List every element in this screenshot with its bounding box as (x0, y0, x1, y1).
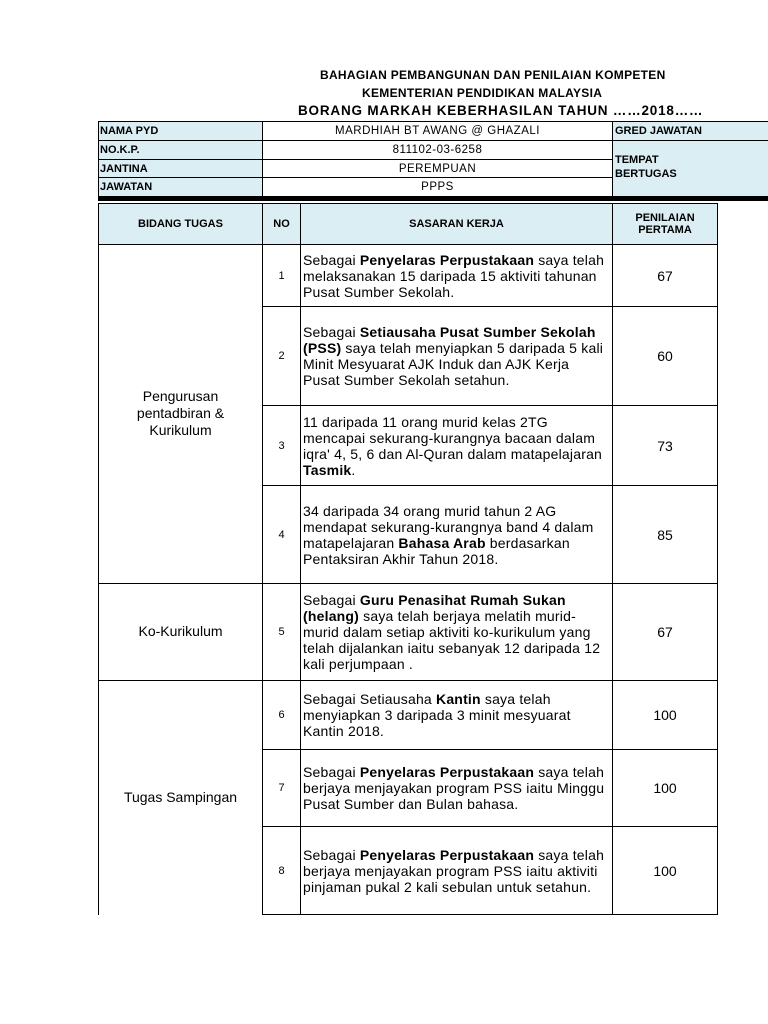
table-row-no: 4 (262, 485, 301, 584)
nama-pyd-label: NAMA PYD (100, 125, 159, 137)
table-row-score: 67 (612, 244, 718, 307)
header-line-1: BAHAGIAN PEMBANGUNAN DAN PENILAIAN KOMPETEN (320, 68, 666, 82)
table-row-score: 100 (612, 826, 718, 915)
table-row-no: 7 (262, 749, 301, 827)
table-row-score: 60 (612, 306, 718, 406)
table-row-score: 67 (612, 583, 718, 681)
bidang-group-2-label: Ko-Kurikulum (138, 623, 223, 639)
table-row-no: 5 (262, 583, 301, 681)
no-kp-label: NO.K.P. (100, 144, 140, 156)
bidang-group-3-label: Tugas Sampingan (123, 789, 238, 805)
header-bidang-tugas: BIDANG TUGAS (98, 203, 263, 245)
bidang-group-1 (98, 244, 263, 584)
jawatan-value: PPPS (421, 181, 454, 193)
thick-separator (98, 196, 768, 201)
header-sasaran-kerja: SASARAN KERJA (300, 203, 613, 245)
nama-pyd-value: MARDHIAH BT AWANG @ GHAZALI (335, 125, 540, 137)
jawatan-label: JAWATAN (100, 181, 153, 193)
table-row-no: 1 (262, 244, 301, 307)
table-row-no: 3 (262, 405, 301, 486)
table-row-sasaran: 11 daripada 11 orang murid kelas 2TG mencapai sekurang-kurangnya bacaan dalam iqra' 4, 5, 6 dan Al-Quran dalam matapelajaran Tasmik. (300, 405, 613, 486)
table-row-sasaran: Sebagai Setiausaha Pusat Sumber Sekolah (PSS) saya telah menyiapkan 5 daripada 5 kali Minit Mesyuarat AJK Induk dan AJK Kerja Pusat Sumber Sekolah setahun. (300, 306, 613, 406)
table-row-no: 8 (262, 826, 301, 915)
table-row-sasaran: Sebagai Penyelaras Perpustakaan saya telah berjaya menjayakan program PSS iaitu aktiviti pinjaman pukal 2 kali sebulan untuk setahun. (300, 826, 613, 915)
bidang-group-2 (98, 583, 263, 681)
header-penilaian-pertama: PENILAIAN PERTAMA (612, 203, 718, 245)
table-row-no: 2 (262, 306, 301, 406)
table-row-sasaran: Sebagai Penyelaras Perpustakaan saya telah berjaya menjayakan program PSS iaitu Minggu Pusat Sumber dan Bulan bahasa. (300, 749, 613, 827)
form-title: BORANG MARKAH KEBERHASILAN TAHUN ……2018…… (298, 103, 704, 118)
jantina-value: PEREMPUAN (398, 162, 477, 175)
gred-jawatan-label: GRED JAWATAN (615, 125, 702, 137)
table-row-score: 85 (612, 485, 718, 584)
table-row-score: 73 (612, 405, 718, 486)
bidang-group-1-label: Pengurusan pentadbiran & Kurikulum (136, 388, 225, 438)
table-row-score: 100 (612, 749, 718, 827)
table-row-sasaran: Sebagai Guru Penasihat Rumah Sukan (helang) saya telah berjaya melatih murid-murid dalam setiap aktiviti ko-kurikulum yang telah dijalankan iaitu sebanyak 12 daripada 12 kali perjumpaan . (300, 583, 613, 681)
tempat-bertugas-label: TEMPAT BERTUGAS (615, 154, 677, 180)
table-row-score: 100 (612, 680, 718, 750)
table-row-sasaran: Sebagai Penyelaras Perpustakaan saya telah melaksanakan 15 daripada 15 aktiviti tahunan Pusat Sumber Sekolah. (300, 244, 613, 307)
table-row-sasaran: 34 daripada 34 orang murid tahun 2 AG mendapat sekurang-kurangnya band 4 dalam matapelajaran Bahasa Arab berdasarkan Pentaksiran Akhir Tahun 2018. (300, 485, 613, 584)
bidang-group-3 (98, 680, 263, 915)
no-kp-value: 811102-03-6258 (392, 144, 483, 156)
info-divider (612, 140, 768, 141)
header-line-2: KEMENTERIAN PENDIDIKAN MALAYSIA (362, 86, 603, 100)
jantina-label: JANTINA (100, 162, 148, 175)
header-no: NO (262, 203, 301, 245)
table-row-sasaran: Sebagai Setiausaha Kantin saya telah menyiapkan 3 daripada 3 minit mesyuarat Kantin 2018. (300, 680, 613, 750)
table-row-no: 6 (262, 680, 301, 750)
